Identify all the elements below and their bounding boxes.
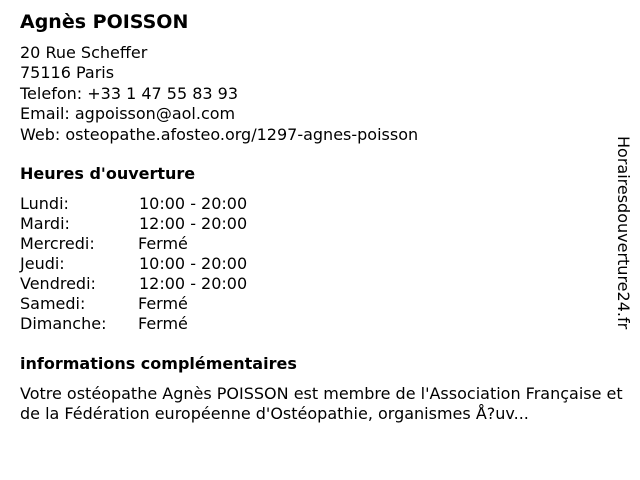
phone-number: Telefon: +33 1 47 55 83 93 (20, 83, 239, 103)
business-name: Agnès POISSON (20, 11, 189, 33)
hours-time: 12:00 - 20:00 (139, 214, 248, 233)
hours-time: 10:00 - 20:00 (139, 254, 248, 273)
hours-time: Fermé (138, 314, 188, 333)
site-watermark: Horairesdouverture24.fr (614, 136, 633, 330)
hours-day: Samedi: (20, 294, 86, 313)
hours-day: Dimanche: (20, 314, 107, 333)
website: Web: osteopathe.afosteo.org/1297-agnes-poisson (20, 124, 419, 144)
contact-details (20, 43, 418, 145)
hours-time: 12:00 - 20:00 (139, 274, 248, 293)
additional-info-heading: informations complémentaires (20, 354, 297, 373)
hours-day: Vendredi: (20, 274, 96, 293)
opening-hours-heading: Heures d'ouverture (20, 164, 196, 183)
hours-time: Fermé (138, 294, 188, 313)
hours-day: Mercredi: (20, 234, 95, 253)
hours-day: Lundi: (20, 194, 69, 213)
address-city: 75116 Paris (20, 63, 115, 83)
hours-time: 10:00 - 20:00 (139, 194, 248, 213)
email-address: Email: agpoisson@aol.com (20, 104, 236, 124)
hours-time: Fermé (138, 234, 188, 253)
hours-day: Jeudi: (20, 254, 65, 273)
hours-day: Mardi: (20, 214, 70, 233)
address-street: 20 Rue Scheffer (20, 43, 148, 62)
additional-info-text: Votre ostéopathe Agnès POISSON est membre de l'Association Française et de la Fédération européenne d'Ostéopathie, organismes Å?uv... (20, 384, 623, 423)
